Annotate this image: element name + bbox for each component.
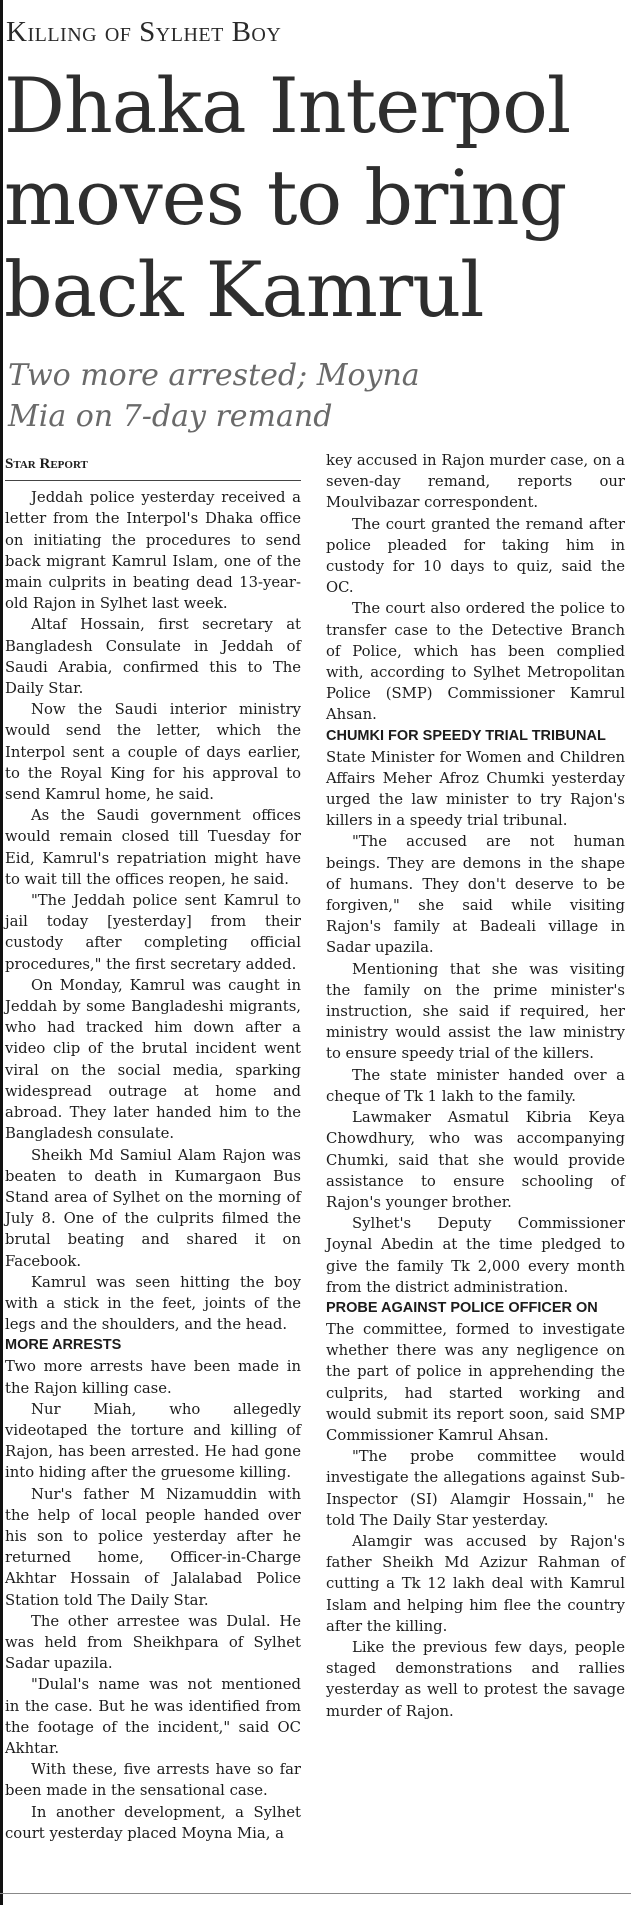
paragraph: Now the Saudi interior ministry would send the letter, which the Interpol sent a couple of days earlier, to the Royal King for his approval to send Kamrul home, he said. [5,701,301,804]
paragraph: The court granted the remand after police pleaded for taking him in custody for 10 days to quiz, said the OC. [326,515,625,597]
paragraph: "The Jeddah police sent Kamrul to jail today [yesterday] from their custody after completing official procedures," the first secretary added. [5,892,301,973]
paragraph: Like the previous few days, people staged demonstrations and rallies yesterday as well to protest the savage murder of Rajon. [326,1638,625,1720]
paragraph: "The probe committee would investigate the allegations against Sub-Inspector (SI) Alamgir Hossain," he told The Daily Star yesterday. [326,1448,625,1529]
paragraph: The state minister handed over a cheque of Tk 1 lakh to the family. [326,1066,625,1105]
paragraph: Two more arrests have been made in the Rajon killing case. [5,1358,301,1397]
subheadline: Two more arrested; Moyna Mia on 7-day remand [8,358,420,434]
paragraph: In another development, a Sylhet court yesterday placed Moyna Mia, a [5,1803,301,1842]
paragraph: The other arrestee was Dulal. He was held from Sheikhpara of Sylhet Sadar upazila. [5,1612,301,1673]
paragraph: The court also ordered the police to transfer case to the Detective Branch of Police, which has been complied with, according to Sylhet Metropolitan Police (SMP) Commissioner Kamrul Ahsan. [326,600,625,724]
paragraph: Altaf Hossain, first secretary at Bangladesh Consulate in Jeddah of Saudi Arabia, confirmed this to The Daily Star. [5,616,301,698]
paragraph: Jeddah police yesterday received a letter from the Interpol's Dhaka office on initiating the procedures to send back migrant Kamrul Islam, one of the main culprits in beating dead 13-year-old Rajon in Sylhet last week. [5,489,301,613]
paragraph: As the Saudi government offices would remain closed till Tuesday for Eid, Kamrul's repatriation might have to wait till the offices reopen, he said. [5,807,301,888]
paragraph: Sylhet's Deputy Commissioner Joynal Abedin at the time pledged to give the family Tk 2,000 every month from the district administration. [326,1215,625,1296]
paragraph: key accused in Rajon murder case, on a seven-day remand, reports our Moulvibazar correspondent. [326,452,625,512]
paragraph: Kamrul was seen hitting the boy with a stick in the feet, joints of the legs and the shoulders, and the head. [5,1273,301,1334]
left-border-rule [0,0,3,1905]
paragraph: Nur Miah, who allegedly videotaped the torture and killing of Rajon, has been arrested. He had gone into hiding after the gruesome killing. [5,1400,301,1482]
paragraph: With these, five arrests have so far been made in the sensational case. [5,1761,301,1800]
section-subheading: MORE ARRESTS [5,1337,122,1354]
kicker: Killing of Sylhet Boy [6,16,282,48]
paragraph: The committee, formed to investigate whether there was any negligence on the part of police in apprehending the culprits, had started working and would submit its report soon, said SMP Commissioner Kamrul Ahsan. [326,1320,625,1444]
bottom-rule [0,1893,631,1894]
paragraph: Nur's father M Nizamuddin with the help of local people handed over his son to police yesterday after he returned home, Officer-in-Charge Akhtar Hossain of Jalalabad Police Station told The Daily Star. [5,1485,301,1609]
left-column-body [5,487,301,1844]
paragraph: "Dulal's name was not mentioned in the case. But he was identified from the footage of the incident," said OC Akhtar. [5,1676,301,1757]
right-column-body [326,450,625,1722]
paragraph: On Monday, Kamrul was caught in Jeddah by some Bangladeshi migrants, who had tracked him down after a video clip of the brutal incident went viral on the social media, sparking widespread outrage at home and abroad. They later handed him to the Bangladesh consulate. [5,976,301,1143]
paragraph: "The accused are not human beings. They are demons in the shape of humans. They don't deserve to be forgiven," she said while visiting Rajon's family at Badeali village in Sadar upazila. [326,833,625,957]
article-column-left [5,450,301,1844]
paragraph: Alamgir was accused by Rajon's father Sheikh Md Azizur Rahman of cutting a Tk 12 lakh deal with Kamrul Islam and helping him flee the country after the killing. [326,1532,625,1635]
paragraph: Mentioning that she was visiting the family on the prime minister's instruction, she said if required, her ministry would assist the law ministry to ensure speedy trial of the killers. [326,960,625,1063]
byline: Star Report [5,454,301,481]
paragraph: Sheikh Md Samiul Alam Rajon was beaten to death in Kumargaon Bus Stand area of Sylhet on the morning of July 8. One of the culprits filmed the brutal beating and shared it on Facebook. [5,1146,301,1270]
section-subheading: CHUMKI FOR SPEEDY TRIAL TRIBUNAL [326,727,606,744]
section-subheading: PROBE AGAINST POLICE OFFICER ON [326,1299,598,1316]
article-column-right [326,450,625,1722]
headline: Dhaka Interpol moves to bring back Kamrul [4,61,571,334]
paragraph: Lawmaker Asmatul Kibria Keya Chowdhury, who was accompanying Chumki, said that she would provide assistance to ensure schooling of Rajon's younger brother. [326,1109,625,1211]
paragraph: State Minister for Women and Children Affairs Meher Afroz Chumki yesterday urged the law minister to try Rajon's killers in a speedy trial tribunal. [326,748,625,830]
